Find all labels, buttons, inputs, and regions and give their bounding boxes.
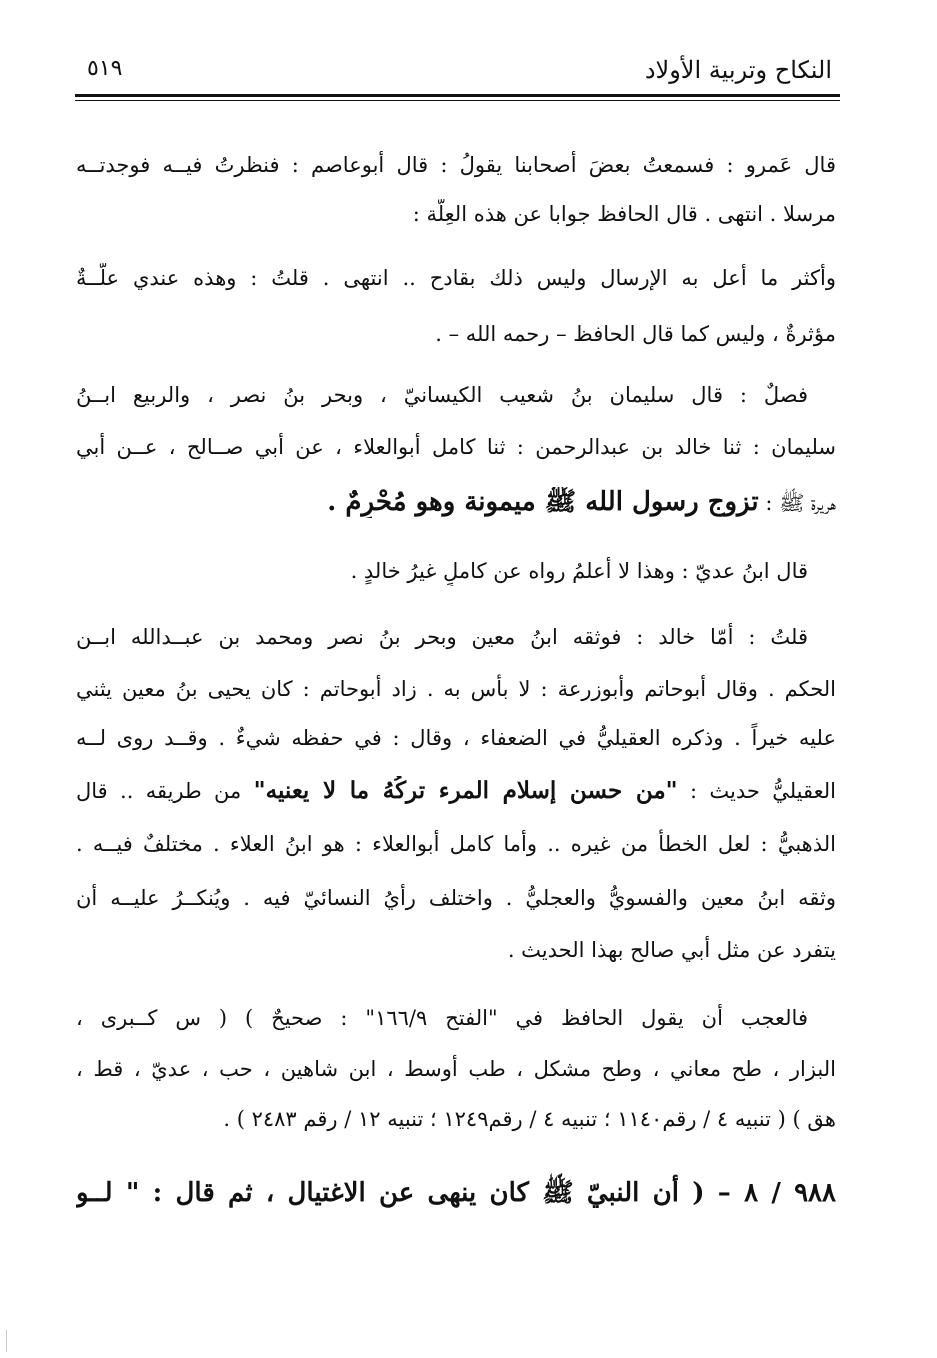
- text-line-hadith: [76, 776, 836, 806]
- text-line: البزار ، طح معاني ، وطح مشكل ، طب أوسط ، ابن شاهين ، حب ، عديّ ، قط ،: [76, 1057, 836, 1081]
- text-line: مؤثرةٌ ، وليس كما قال الحافظ – رحمه الله – .: [435, 322, 836, 346]
- text-line: الحكم . وقال أبوحاتم وأبوزرعة : لا بأس به . زاد أبوحاتم : كان يحيى بنُ معين يثني: [76, 677, 836, 701]
- text-line: هق ) ( تنبيه ٤ / رقم١١٤٠ ؛ تنبيه ٤ / رقم١٢٤٩ ؛ تنبيه ١٢ / رقم ٢٤٨٣ ) .: [223, 1107, 836, 1131]
- hadith-heading: ٩٨٨ / ٨ – ( أن النبيّ ﷺ كان ينهى عن الاغتيال ، ثم قال : " لــو: [76, 1178, 836, 1208]
- text-line: قال عَمرو : فسمعتُ بعضَ أصحابنا يقولُ : قال أبوعاصم : فنظرتُ فيــه فوجدتــه: [76, 153, 836, 177]
- header-rule: [75, 94, 840, 97]
- text-line: مرسلا . انتهى . قال الحافظ جوابا عن هذه العِلّة :: [412, 202, 836, 226]
- page-header: [75, 52, 840, 96]
- text-line-hadith: [76, 487, 836, 518]
- scan-edge-mark: [6, 1330, 17, 1352]
- hadith-prefix: العقيليُّ حديث :: [690, 779, 836, 803]
- running-title: النكاح وتربية الأولاد: [644, 56, 832, 84]
- text-line: عليه خيراً . وذكره العقيليُّ في الضعفاء ، وقال : في حفظه شيءٌ . وقــد روى لــه: [76, 726, 836, 750]
- text-line: وأكثر ما أعل به الإرسال وليس ذلك بقادح .. انتهى . قلتُ : وهذه عندي علّــةٌ: [76, 266, 836, 290]
- header-rule-thin: [75, 100, 840, 101]
- hadith-suffix: من طريقه .. قال: [76, 779, 242, 803]
- text-line: وثقه ابنُ معين والفسويُّ والعجليُّ . واختلف رأيُ النسائيّ فيه . ويُنكــرُ عليــه أن: [76, 886, 836, 910]
- text-line: فصلٌ : قال سليمان بنُ شعيب الكيسانيّ ، وبحر بنُ نصر ، والربيع ابــنُ: [76, 383, 808, 407]
- hadith-text: "من حسن إسلام المرء تركُهُ ما لا يعنيه": [253, 777, 678, 804]
- hadith-prefix: هريرة ﷺ :: [765, 491, 836, 515]
- text-line: الذهبيُّ : لعل الخطأ من غيره .. وأما كامل أبوالعلاء : هو ابنُ العلاء . مختلفٌ فيــه .: [76, 832, 836, 856]
- text-line: قال ابنُ عديّ : وهذا لا أعلمُ رواه عن كاملٍ غيرُ خالدٍ .: [350, 559, 808, 583]
- text-line: سليمان : ثنا خالد بن عبدالرحمن : ثنا كامل أبوالعلاء ، عن أبي صــالح ، عــن أبي: [76, 435, 836, 459]
- text-line: يتفرد عن مثل أبي صالح بهذا الحديث .: [507, 938, 836, 962]
- text-line: فالعجب أن يقول الحافظ في "الفتح ١٦٦/٩" : صحيحٌ ) ( س كــبرى ،: [76, 1006, 808, 1030]
- text-line: قلتُ : أمّا خالد : فوثقه ابنُ معين وبحر بنُ نصر ومحمد بن عبــدالله ابــن: [76, 625, 808, 649]
- hadith-text: تزوج رسول الله ﷺ ميمونة وهو مُحْرِمٌ .: [327, 487, 759, 517]
- page-number: ٥١٩: [87, 56, 123, 81]
